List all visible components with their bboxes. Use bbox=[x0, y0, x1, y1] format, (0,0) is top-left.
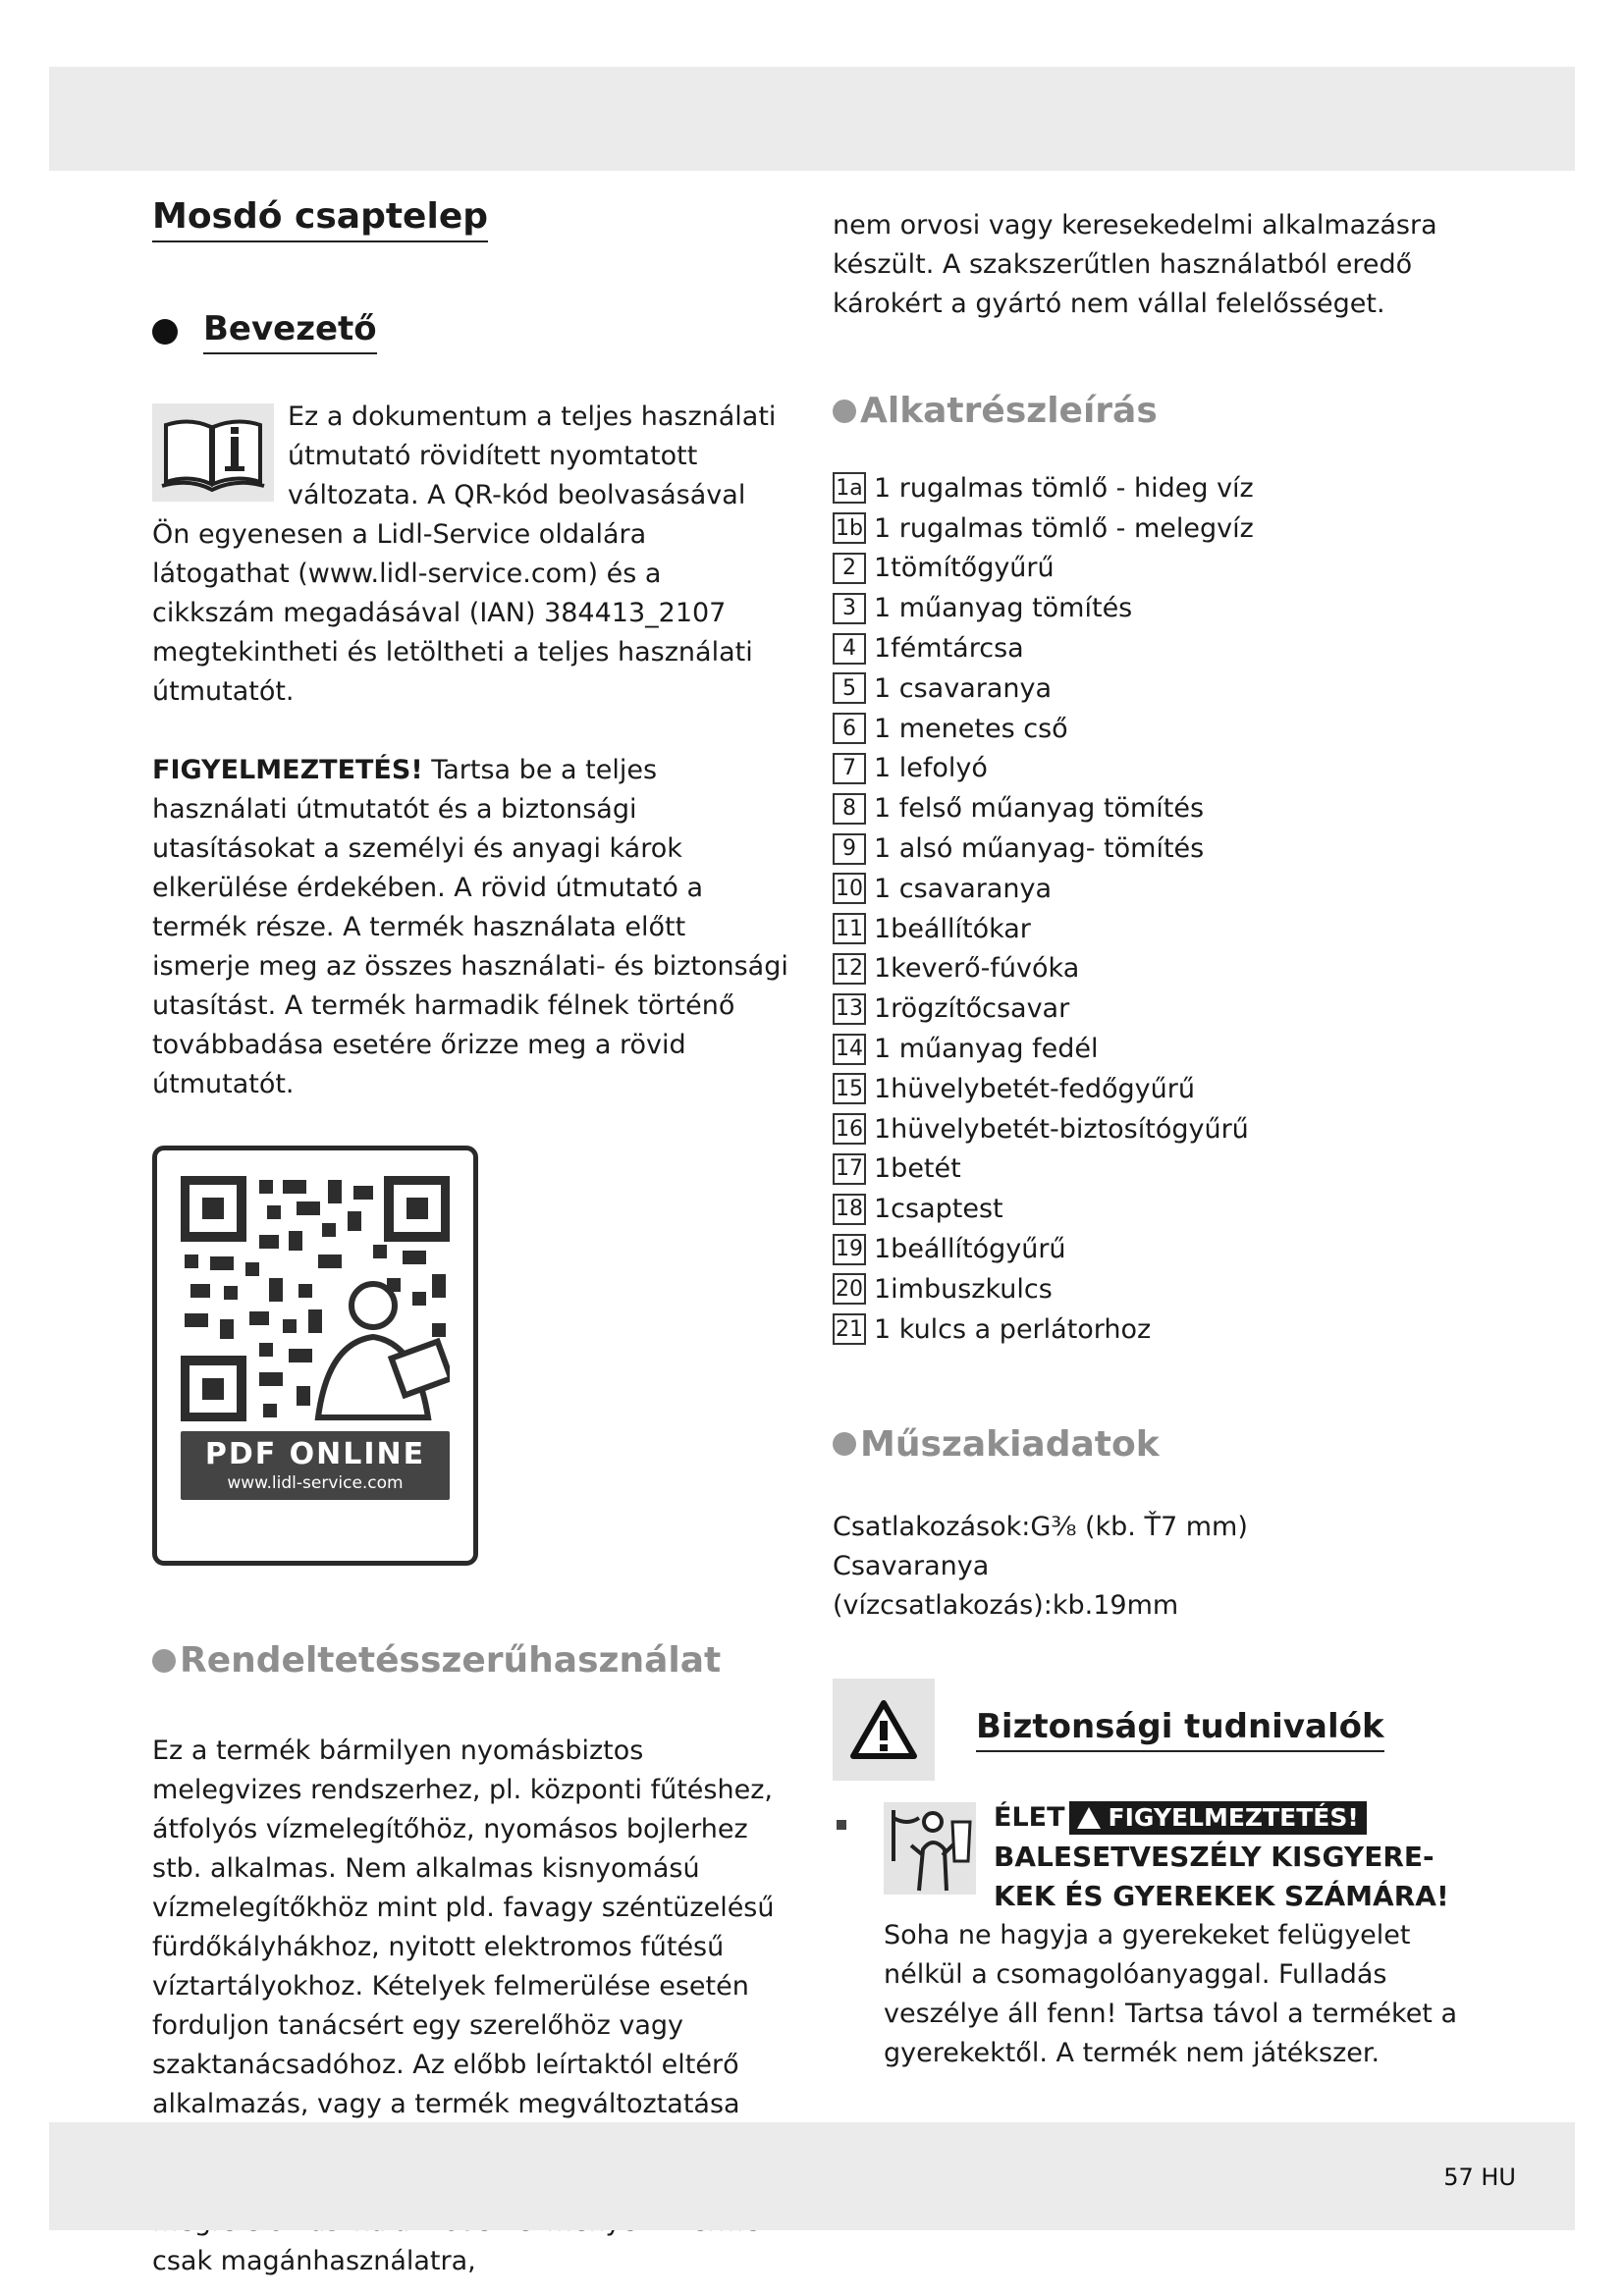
pdf-online-text: PDF ONLINE bbox=[204, 1437, 426, 1471]
part-label: 1 csavaranya bbox=[874, 672, 1053, 704]
part-number: 2 bbox=[833, 553, 866, 584]
part-number: 1b bbox=[833, 512, 866, 544]
part-item bbox=[833, 588, 1481, 628]
safety-text: Soha ne hagyja a gyerekeket felügyelet nélkül a csomagolóanyaggal. Fulladás veszélye áll fenn! Tartsa távol a terméket a gyerekektől. A termék nem játékszer. bbox=[884, 1919, 1458, 2068]
part-label: 1 lefolyó bbox=[874, 753, 988, 784]
parts-list bbox=[833, 468, 1481, 1350]
warning-triangle-icon bbox=[1077, 1807, 1101, 1829]
part-item bbox=[833, 788, 1481, 828]
part-label: 1 műanyag fedél bbox=[874, 1034, 1099, 1065]
part-number: 14 bbox=[833, 1034, 866, 1065]
qr-code-box[interactable] bbox=[152, 1146, 478, 1566]
part-number: 16 bbox=[833, 1113, 866, 1145]
part-label: 1 műanyag tömítés bbox=[874, 593, 1133, 624]
part-item bbox=[833, 828, 1481, 869]
part-item bbox=[833, 749, 1481, 789]
safety-item bbox=[833, 1798, 1481, 2073]
continuation-text: nem orvosi vagy keresekedelmi alkalmazásra készült. A szakszerűtlen használatból eredő károkért a gyártó nem vállal felelősséget. bbox=[833, 210, 1437, 319]
intended-use-heading-text: Rendeltetésszerűhasználat bbox=[180, 1640, 722, 1681]
part-label: 1 csavaranya bbox=[874, 873, 1053, 904]
tech-data bbox=[833, 1508, 1481, 1626]
part-item bbox=[833, 1309, 1481, 1350]
part-label: 1 alsó műanyag- tömítés bbox=[874, 833, 1205, 865]
danger-line: KEK ÉS GYEREKEK SZÁMÁRA! bbox=[994, 1879, 1449, 1912]
part-number: 17 bbox=[833, 1153, 866, 1185]
warning-paragraph bbox=[152, 751, 790, 1104]
warning-badge bbox=[1069, 1801, 1367, 1835]
info-book-icon bbox=[152, 403, 274, 502]
part-number: 1a bbox=[833, 472, 866, 504]
life-prefix: ÉLET bbox=[994, 1801, 1065, 1833]
part-label: 1beállítókar bbox=[874, 913, 1031, 944]
intro-heading-text: Bevezető bbox=[203, 309, 377, 354]
safety-heading bbox=[833, 1679, 1481, 1781]
part-item bbox=[833, 508, 1481, 549]
tech-line: Csavaranya bbox=[833, 1550, 990, 1581]
intro-section bbox=[152, 398, 790, 712]
bullet-dot-icon bbox=[833, 400, 856, 423]
part-number: 7 bbox=[833, 753, 866, 784]
intro-text: Ez a dokumentum a teljes használati útmutató rövidített nyomtatott változata. A QR-kód beolvasásával Ön egyenesen a Lidl-Service oldalára látogathat (www.lidl-service.com) és a cikkszám megadásával (IAN) 384413_2107 megtekintheti és letöltheti a teljes használati útmutatót. bbox=[152, 401, 777, 707]
right-column bbox=[833, 206, 1481, 2073]
part-number: 3 bbox=[833, 593, 866, 624]
intro-heading bbox=[152, 309, 790, 354]
part-label: 1rögzítőcsavar bbox=[874, 993, 1070, 1025]
tech-line: Csatlakozások:G⅜ (kb. Ť7 mm) bbox=[833, 1511, 1248, 1542]
left-column bbox=[152, 196, 790, 2281]
part-item bbox=[833, 468, 1481, 508]
bullet-dot-icon bbox=[833, 1432, 856, 1456]
header-band bbox=[49, 67, 1575, 171]
safety-heading-text: Biztonsági tudnivalók bbox=[976, 1707, 1384, 1752]
part-item bbox=[833, 1029, 1481, 1069]
pdf-online-label bbox=[181, 1431, 450, 1500]
part-number: 15 bbox=[833, 1073, 866, 1104]
intended-use-heading bbox=[152, 1640, 790, 1681]
part-item bbox=[833, 549, 1481, 589]
part-number: 11 bbox=[833, 913, 866, 944]
part-label: 1tömítőgyűrű bbox=[874, 553, 1055, 584]
part-label: 1beállítógyűrű bbox=[874, 1234, 1066, 1265]
qr-code-icon bbox=[181, 1176, 450, 1421]
document-title: Mosdó csaptelep bbox=[152, 196, 488, 242]
part-number: 4 bbox=[833, 633, 866, 665]
danger-line: BALESETVESZÉLY KISGYERE- bbox=[994, 1840, 1435, 1873]
parts-heading-text: Alkatrészleírás bbox=[860, 391, 1158, 431]
part-label: 1hüvelybetét-fedőgyűrű bbox=[874, 1073, 1195, 1104]
part-number: 6 bbox=[833, 713, 866, 744]
part-label: 1hüvelybetét-biztosítógyűrű bbox=[874, 1113, 1249, 1145]
part-item bbox=[833, 1189, 1481, 1229]
part-number: 20 bbox=[833, 1273, 866, 1305]
part-label: 1betét bbox=[874, 1153, 961, 1185]
part-label: 1 rugalmas tömlő - hideg víz bbox=[874, 472, 1254, 504]
pdf-online-url[interactable]: www.lidl-service.com bbox=[227, 1473, 404, 1493]
warning-text: Tartsa be a teljes használati útmutatót és a biztonsági utasításokat a személyi és anyagi károk elkerülése érdekében. A rövid útmutató a termék része. A termék használata előtt ismerje meg az összes használati- és biztonsági utasítást. A termék harmadik félnek történő továbbadása esetére őrizze meg a rövid útmutatót. bbox=[152, 755, 788, 1099]
part-number: 5 bbox=[833, 672, 866, 704]
part-number: 9 bbox=[833, 833, 866, 865]
part-item bbox=[833, 1069, 1481, 1109]
part-number: 8 bbox=[833, 793, 866, 825]
child-warning-icon bbox=[884, 1802, 976, 1895]
page-number: 57 HU bbox=[1443, 2163, 1516, 2191]
part-item bbox=[833, 1109, 1481, 1149]
tech-heading-text: Műszakiadatok bbox=[860, 1423, 1160, 1465]
part-label: 1keverő-fúvóka bbox=[874, 953, 1080, 985]
square-bullet-icon bbox=[837, 1820, 846, 1830]
part-number: 10 bbox=[833, 873, 866, 904]
tech-heading bbox=[833, 1424, 1481, 1465]
warning-triangle-icon bbox=[833, 1679, 935, 1781]
part-label: 1fémtárcsa bbox=[874, 633, 1024, 665]
part-item bbox=[833, 1269, 1481, 1309]
part-item bbox=[833, 949, 1481, 989]
part-item bbox=[833, 869, 1481, 909]
part-item bbox=[833, 668, 1481, 709]
part-label: 1 rugalmas tömlő - melegvíz bbox=[874, 512, 1254, 544]
part-number: 13 bbox=[833, 993, 866, 1025]
part-item bbox=[833, 628, 1481, 668]
part-label: 1imbuszkulcs bbox=[874, 1273, 1053, 1305]
warning-line bbox=[994, 1798, 1481, 1838]
parts-heading bbox=[833, 391, 1481, 431]
tech-line: (vízcsatlakozás):kb.19mm bbox=[833, 1589, 1179, 1621]
bullet-dot-icon bbox=[152, 319, 178, 345]
part-label: 1 kulcs a perlátorhoz bbox=[874, 1313, 1152, 1345]
part-number: 12 bbox=[833, 953, 866, 985]
intended-use-text: Ez a termék bármilyen nyomásbiztos melegvizes rendszerhez, pl. központi fűtéshez, átfolyós vízmelegítőhöz, nyomásos bojlerhez stb. alkalmas. Nem alkalmas kisnyomású vízmelegítőkhöz mint pld. favagy széntüzelésű fürdőkályhákhoz, nyitott elektromos fűtésű víztartályokhoz. Kételyek felmerülése esetén forduljon tanácsért egy szerelőhöz vagy szaktanácsadóhoz. Az előbb leírtaktól eltérő alkalmazás, vagy a termék megváltoztatása csak magánhasználatra, bbox=[152, 1735, 775, 2276]
part-item bbox=[833, 1229, 1481, 1269]
part-number: 19 bbox=[833, 1234, 866, 1265]
footer-band bbox=[49, 2122, 1575, 2230]
part-number: 21 bbox=[833, 1313, 866, 1345]
warning-label: FIGYELMEZTETÉS! bbox=[152, 755, 423, 785]
warning-badge-text: FIGYELMEZTETÉS! bbox=[1108, 1802, 1359, 1832]
part-label: 1 felső műanyag tömítés bbox=[874, 793, 1205, 825]
bullet-dot-icon bbox=[152, 1649, 176, 1673]
part-item bbox=[833, 709, 1481, 749]
part-number: 18 bbox=[833, 1194, 866, 1225]
part-item bbox=[833, 1149, 1481, 1190]
part-item bbox=[833, 988, 1481, 1029]
part-item bbox=[833, 909, 1481, 949]
part-label: 1csaptest bbox=[874, 1194, 1003, 1225]
part-label: 1 menetes cső bbox=[874, 713, 1068, 744]
